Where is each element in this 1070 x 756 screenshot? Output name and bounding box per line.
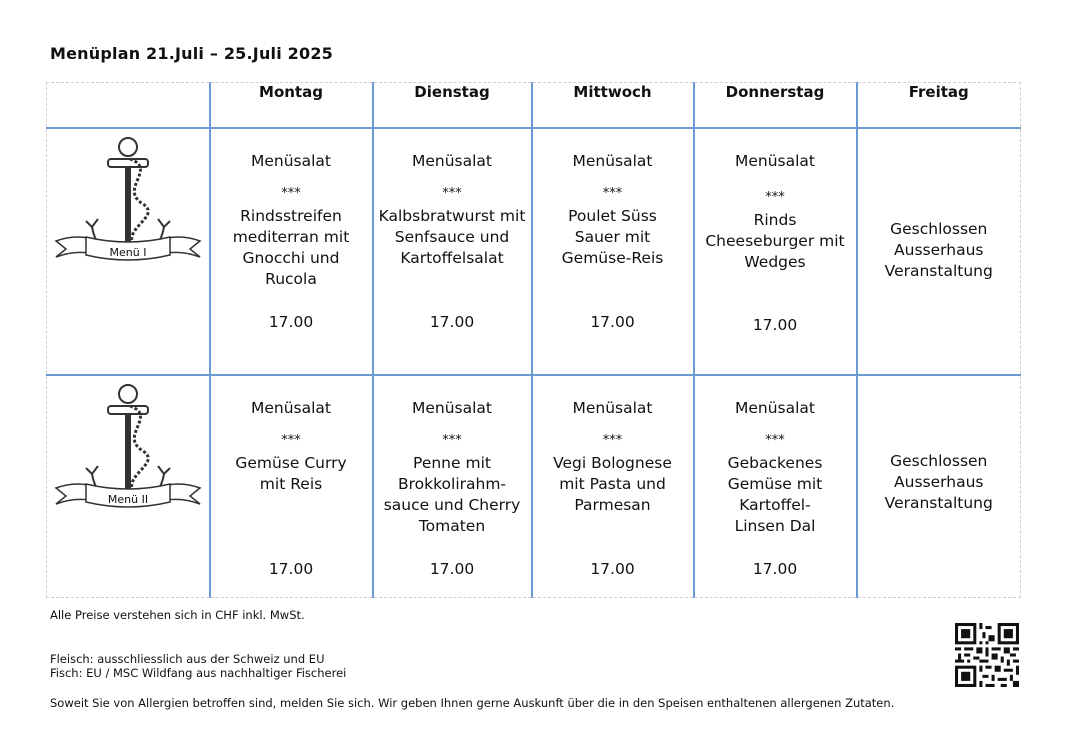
dish-text: Vegi Bolognese mit Pasta und Parmesan	[553, 454, 672, 514]
dish-text: Kalbsbratwurst mit Senfsauce und Kartoffelsalat	[378, 207, 526, 267]
footer-prices: Alle Preise verstehen sich in CHF inkl. MwSt.	[50, 608, 305, 622]
dish-text: Rinds Cheeseburger mit Wedges	[705, 211, 845, 271]
closed-cell	[857, 375, 1021, 597]
anchor-icon	[48, 376, 208, 526]
menu-label: Menü I	[109, 246, 147, 259]
menu-label: Menü II	[107, 493, 148, 506]
menu-cell	[532, 375, 694, 597]
separator-stars: ***	[281, 433, 301, 448]
menu-cell	[373, 128, 532, 375]
salad-text: Menüsalat	[250, 152, 331, 170]
separator-stars: ***	[602, 186, 623, 201]
salad-text: Menüsalat	[734, 152, 815, 170]
price-text: 17.00	[429, 560, 475, 578]
salad-text: Menüsalat	[411, 152, 492, 170]
separator-stars: ***	[765, 433, 785, 448]
salad-text: Menüsalat	[572, 152, 653, 170]
menu-cell	[694, 375, 857, 597]
separator-stars: ***	[602, 433, 623, 448]
menu-row-2	[47, 375, 1021, 597]
menu-cell	[210, 128, 373, 375]
menu-cell	[210, 375, 373, 597]
menu-cell	[373, 375, 532, 597]
price-text: 17.00	[429, 313, 475, 331]
price-text: 17.00	[268, 313, 314, 331]
anchor-icon	[48, 129, 208, 279]
salad-text: Menüsalat	[411, 399, 492, 417]
footer-fish: Fisch: EU / MSC Wildfang aus nachhaltiger Fischerei	[50, 666, 347, 680]
separator-stars: ***	[442, 433, 462, 448]
day-header-montag: Montag	[210, 83, 373, 129]
qr-code-icon	[955, 623, 1019, 687]
closed-text: Geschlossen Ausserhaus Veranstaltung	[884, 451, 993, 512]
header-row	[47, 83, 1021, 129]
menu-label-cell	[47, 375, 210, 597]
price-text: 17.00	[268, 560, 314, 578]
salad-text: Menüsalat	[734, 399, 815, 417]
day-header-dienstag: Dienstag	[373, 83, 532, 129]
day-header-freitag: Freitag	[857, 83, 1021, 129]
menu-cell	[532, 128, 694, 375]
price-text: 17.00	[590, 313, 635, 331]
day-header-donnerstag: Donnerstag	[694, 83, 857, 129]
day-header-mittwoch: Mittwoch	[532, 83, 694, 129]
corner-cell	[47, 83, 210, 129]
dish-text: Gebackenes Gemüse mit Kartoffel-Linsen Dal	[727, 454, 823, 535]
price-text: 17.00	[590, 560, 635, 578]
footer-allergy: Soweit Sie von Allergien betroffen sind, melden Sie sich. Wir geben Ihnen gerne Auskunft über die in den Speisen enthaltenen allergenen Zutaten.	[50, 696, 895, 710]
page-title: Menüplan 21.Juli – 25.Juli 2025	[50, 44, 334, 63]
dish-text: Rindsstreifen mediterran mit Gnocchi und Rucola	[232, 207, 350, 288]
salad-text: Menüsalat	[572, 399, 653, 417]
separator-stars: ***	[281, 186, 301, 201]
separator-stars: ***	[765, 190, 785, 205]
price-text: 17.00	[752, 560, 798, 578]
closed-text: Geschlossen Ausserhaus Veranstaltung	[884, 220, 993, 280]
closed-cell	[857, 128, 1021, 375]
dish-text: Penne mit Brokkolirahm-sauce und Cherry Tomaten	[383, 454, 521, 535]
salad-text: Menüsalat	[250, 399, 331, 417]
footer-meat: Fleisch: ausschliesslich aus der Schweiz und EU	[50, 652, 325, 666]
price-text: 17.00	[752, 316, 798, 334]
menu-row-1	[47, 128, 1021, 375]
menu-cell	[694, 128, 857, 375]
dish-text: Poulet Süss Sauer mit Gemüse-Reis	[561, 207, 664, 267]
menu-table	[46, 82, 1021, 598]
menu-label-cell	[47, 128, 210, 375]
separator-stars: ***	[442, 186, 462, 201]
dish-text: Gemüse Curry mit Reis	[235, 454, 347, 493]
